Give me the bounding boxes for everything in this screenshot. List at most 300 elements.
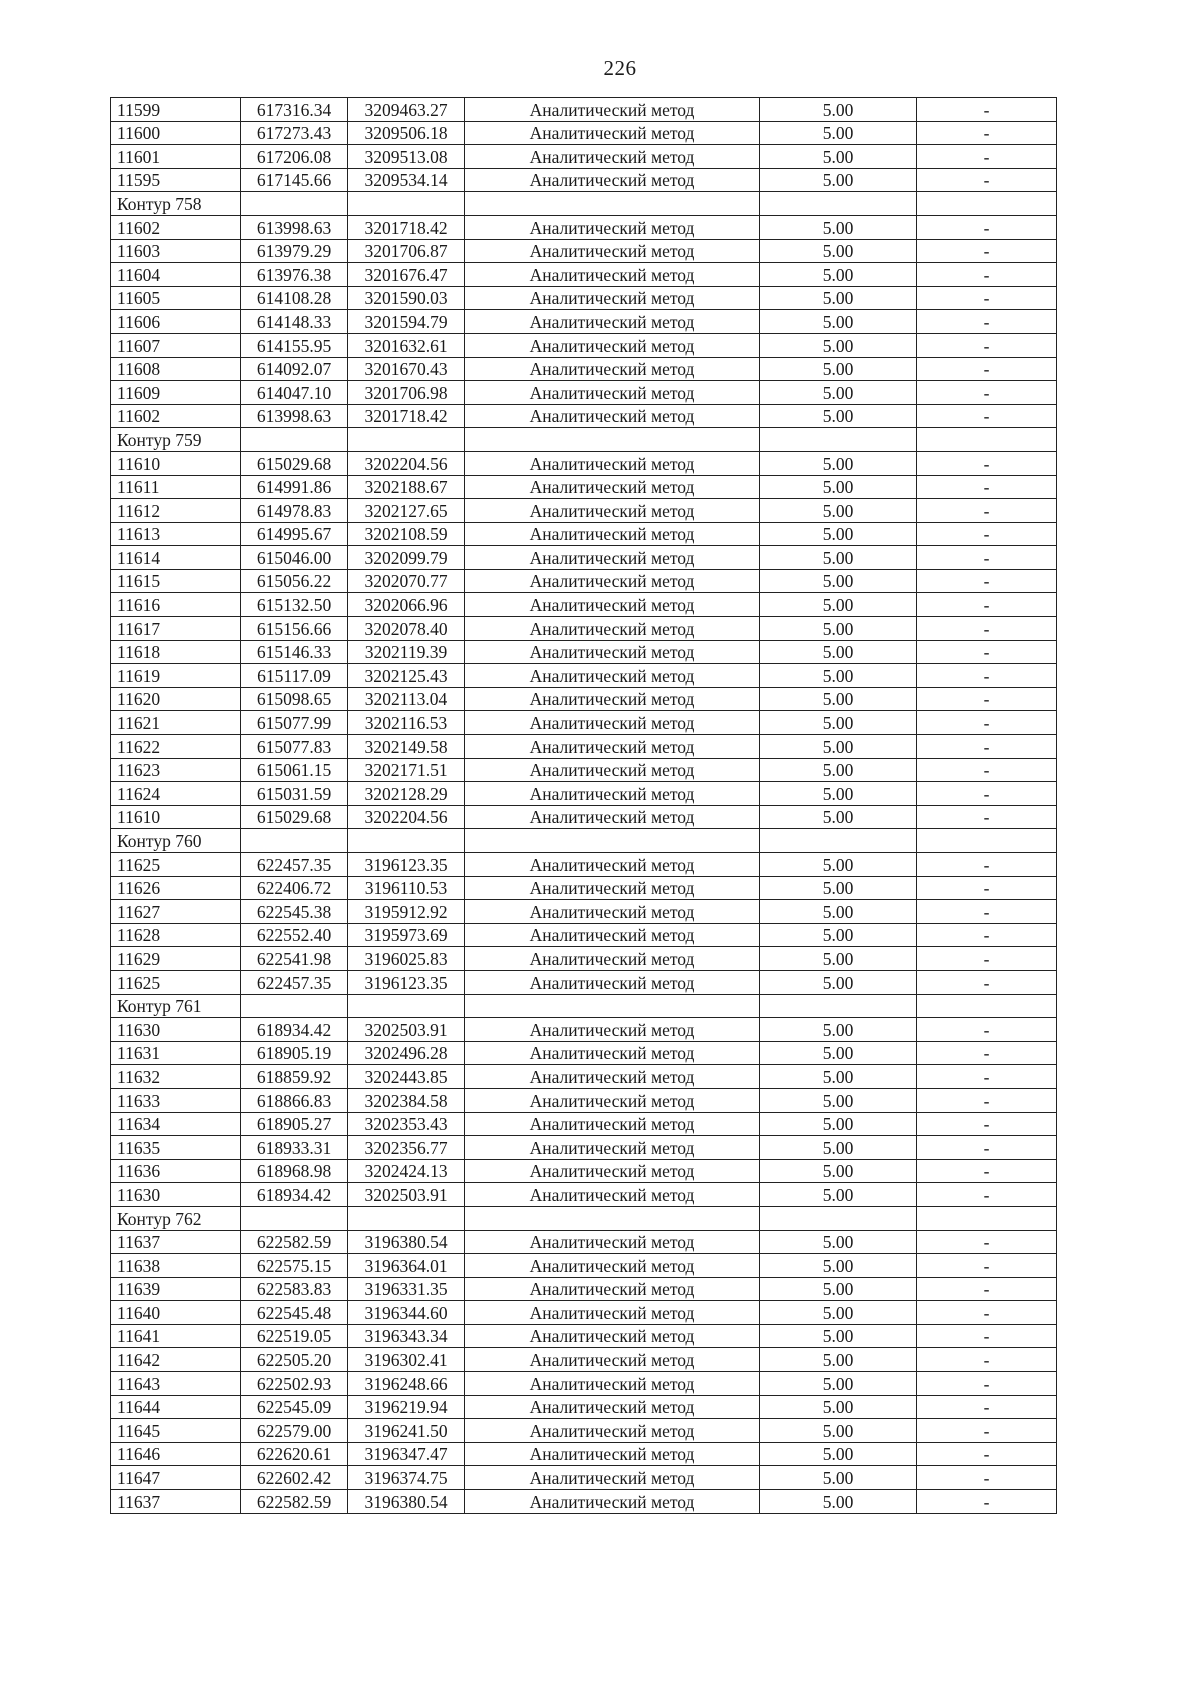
- method-cell: Аналитический метод: [465, 1348, 760, 1372]
- x-coordinate-cell: 617273.43: [241, 121, 348, 145]
- point-id-cell: 11606: [111, 310, 241, 334]
- point-id-cell: 11632: [111, 1065, 241, 1089]
- point-id-cell: 11621: [111, 711, 241, 735]
- table-row: [111, 1183, 1057, 1207]
- note-cell: -: [917, 735, 1057, 759]
- accuracy-cell: 5.00: [760, 1041, 917, 1065]
- y-coordinate-cell: 3202099.79: [348, 546, 465, 570]
- method-cell: Аналитический метод: [465, 1395, 760, 1419]
- x-coordinate-cell: 618866.83: [241, 1088, 348, 1112]
- y-coordinate-cell: 3201718.42: [348, 215, 465, 239]
- note-cell: -: [917, 900, 1057, 924]
- method-cell: Аналитический метод: [465, 1442, 760, 1466]
- accuracy-cell: 5.00: [760, 1442, 917, 1466]
- x-coordinate-cell: 614991.86: [241, 475, 348, 499]
- y-coordinate-cell: 3202127.65: [348, 499, 465, 523]
- accuracy-cell: 5.00: [760, 1183, 917, 1207]
- table-row: [111, 1159, 1057, 1183]
- method-cell: Аналитический метод: [465, 1041, 760, 1065]
- note-cell: -: [917, 853, 1057, 877]
- x-coordinate-cell: 622545.09: [241, 1395, 348, 1419]
- accuracy-cell: 5.00: [760, 1112, 917, 1136]
- point-id-cell: 11636: [111, 1159, 241, 1183]
- accuracy-cell: 5.00: [760, 381, 917, 405]
- method-cell: Аналитический метод: [465, 923, 760, 947]
- method-cell: Аналитический метод: [465, 1230, 760, 1254]
- y-coordinate-cell: 3196344.60: [348, 1301, 465, 1325]
- method-cell: Аналитический метод: [465, 711, 760, 735]
- y-coordinate-cell: 3201706.98: [348, 381, 465, 405]
- method-cell: Аналитический метод: [465, 333, 760, 357]
- y-coordinate-cell: 3202113.04: [348, 687, 465, 711]
- x-coordinate-cell: 622545.38: [241, 900, 348, 924]
- note-cell: -: [917, 664, 1057, 688]
- method-cell: Аналитический метод: [465, 1183, 760, 1207]
- accuracy-cell: 5.00: [760, 687, 917, 711]
- method-cell: Аналитический метод: [465, 569, 760, 593]
- contour-title: Контур 758: [111, 192, 241, 216]
- contour-header-row: [111, 192, 1057, 216]
- table-row: [111, 1442, 1057, 1466]
- accuracy-cell: 5.00: [760, 711, 917, 735]
- accuracy-cell: 5.00: [760, 970, 917, 994]
- y-coordinate-cell: 3202066.96: [348, 593, 465, 617]
- y-coordinate-cell: 3196110.53: [348, 876, 465, 900]
- empty-cell: [241, 192, 348, 216]
- table-row: [111, 522, 1057, 546]
- empty-cell: [348, 428, 465, 452]
- table-row: [111, 853, 1057, 877]
- method-cell: Аналитический метод: [465, 593, 760, 617]
- note-cell: -: [917, 310, 1057, 334]
- empty-cell: [241, 428, 348, 452]
- x-coordinate-cell: 614995.67: [241, 522, 348, 546]
- note-cell: -: [917, 1088, 1057, 1112]
- point-id-cell: 11638: [111, 1254, 241, 1278]
- method-cell: Аналитический метод: [465, 168, 760, 192]
- point-id-cell: 11628: [111, 923, 241, 947]
- point-id-cell: 11630: [111, 1018, 241, 1042]
- point-id-cell: 11631: [111, 1041, 241, 1065]
- note-cell: -: [917, 569, 1057, 593]
- table-row: [111, 876, 1057, 900]
- y-coordinate-cell: 3202128.29: [348, 782, 465, 806]
- table-row: [111, 475, 1057, 499]
- x-coordinate-cell: 618859.92: [241, 1065, 348, 1089]
- y-coordinate-cell: 3201632.61: [348, 333, 465, 357]
- table-row: [111, 98, 1057, 122]
- note-cell: -: [917, 805, 1057, 829]
- y-coordinate-cell: 3202496.28: [348, 1041, 465, 1065]
- y-coordinate-cell: 3196302.41: [348, 1348, 465, 1372]
- x-coordinate-cell: 618905.27: [241, 1112, 348, 1136]
- method-cell: Аналитический метод: [465, 1301, 760, 1325]
- method-cell: Аналитический метод: [465, 145, 760, 169]
- note-cell: -: [917, 970, 1057, 994]
- accuracy-cell: 5.00: [760, 239, 917, 263]
- point-id-cell: 11602: [111, 215, 241, 239]
- table-row: [111, 451, 1057, 475]
- note-cell: -: [917, 333, 1057, 357]
- accuracy-cell: 5.00: [760, 758, 917, 782]
- y-coordinate-cell: 3196331.35: [348, 1277, 465, 1301]
- table-row: [111, 640, 1057, 664]
- table-row: [111, 333, 1057, 357]
- accuracy-cell: 5.00: [760, 1065, 917, 1089]
- empty-cell: [465, 829, 760, 853]
- x-coordinate-cell: 622457.35: [241, 970, 348, 994]
- accuracy-cell: 5.00: [760, 664, 917, 688]
- y-coordinate-cell: 3202171.51: [348, 758, 465, 782]
- x-coordinate-cell: 615077.83: [241, 735, 348, 759]
- y-coordinate-cell: 3201670.43: [348, 357, 465, 381]
- y-coordinate-cell: 3201718.42: [348, 404, 465, 428]
- empty-cell: [917, 994, 1057, 1018]
- accuracy-cell: 5.00: [760, 876, 917, 900]
- x-coordinate-cell: 613998.63: [241, 404, 348, 428]
- point-id-cell: 11639: [111, 1277, 241, 1301]
- method-cell: Аналитический метод: [465, 1254, 760, 1278]
- x-coordinate-cell: 615029.68: [241, 451, 348, 475]
- note-cell: -: [917, 1277, 1057, 1301]
- accuracy-cell: 5.00: [760, 310, 917, 334]
- table-row: [111, 711, 1057, 735]
- accuracy-cell: 5.00: [760, 593, 917, 617]
- table-row: [111, 1277, 1057, 1301]
- point-id-cell: 11641: [111, 1324, 241, 1348]
- x-coordinate-cell: 614092.07: [241, 357, 348, 381]
- table-row: [111, 617, 1057, 641]
- y-coordinate-cell: 3202204.56: [348, 451, 465, 475]
- x-coordinate-cell: 622505.20: [241, 1348, 348, 1372]
- point-id-cell: 11627: [111, 900, 241, 924]
- method-cell: Аналитический метод: [465, 687, 760, 711]
- point-id-cell: 11634: [111, 1112, 241, 1136]
- page-number: 226: [603, 56, 637, 80]
- empty-cell: [465, 428, 760, 452]
- y-coordinate-cell: 3196364.01: [348, 1254, 465, 1278]
- table-row: [111, 1301, 1057, 1325]
- table-row: [111, 145, 1057, 169]
- y-coordinate-cell: 3196374.75: [348, 1466, 465, 1490]
- empty-cell: [348, 192, 465, 216]
- table-row: [111, 1041, 1057, 1065]
- note-cell: -: [917, 923, 1057, 947]
- method-cell: Аналитический метод: [465, 310, 760, 334]
- method-cell: Аналитический метод: [465, 1490, 760, 1514]
- point-id-cell: 11604: [111, 263, 241, 287]
- table-row: [111, 1395, 1057, 1419]
- empty-cell: [241, 994, 348, 1018]
- point-id-cell: 11619: [111, 664, 241, 688]
- x-coordinate-cell: 615117.09: [241, 664, 348, 688]
- table-row: [111, 687, 1057, 711]
- y-coordinate-cell: 3202356.77: [348, 1136, 465, 1160]
- method-cell: Аналитический метод: [465, 499, 760, 523]
- table-row: [111, 569, 1057, 593]
- y-coordinate-cell: 3202119.39: [348, 640, 465, 664]
- table-row: [111, 947, 1057, 971]
- method-cell: Аналитический метод: [465, 1018, 760, 1042]
- accuracy-cell: 5.00: [760, 569, 917, 593]
- y-coordinate-cell: 3202443.85: [348, 1065, 465, 1089]
- x-coordinate-cell: 615156.66: [241, 617, 348, 641]
- x-coordinate-cell: 615146.33: [241, 640, 348, 664]
- table-row: [111, 1088, 1057, 1112]
- point-id-cell: 11622: [111, 735, 241, 759]
- y-coordinate-cell: 3202070.77: [348, 569, 465, 593]
- method-cell: Аналитический метод: [465, 215, 760, 239]
- point-id-cell: 11629: [111, 947, 241, 971]
- y-coordinate-cell: 3196380.54: [348, 1230, 465, 1254]
- method-cell: Аналитический метод: [465, 546, 760, 570]
- point-id-cell: 11611: [111, 475, 241, 499]
- table-row: [111, 310, 1057, 334]
- x-coordinate-cell: 615132.50: [241, 593, 348, 617]
- accuracy-cell: 5.00: [760, 499, 917, 523]
- accuracy-cell: 5.00: [760, 1490, 917, 1514]
- note-cell: -: [917, 1183, 1057, 1207]
- x-coordinate-cell: 622620.61: [241, 1442, 348, 1466]
- note-cell: -: [917, 1348, 1057, 1372]
- method-cell: Аналитический метод: [465, 1088, 760, 1112]
- table-row: [111, 1136, 1057, 1160]
- empty-cell: [348, 829, 465, 853]
- x-coordinate-cell: 613976.38: [241, 263, 348, 287]
- point-id-cell: 11617: [111, 617, 241, 641]
- accuracy-cell: 5.00: [760, 923, 917, 947]
- note-cell: -: [917, 711, 1057, 735]
- empty-cell: [760, 428, 917, 452]
- contour-title: Контур 761: [111, 994, 241, 1018]
- y-coordinate-cell: 3202188.67: [348, 475, 465, 499]
- contour-title: Контур 762: [111, 1206, 241, 1230]
- x-coordinate-cell: 613979.29: [241, 239, 348, 263]
- accuracy-cell: 5.00: [760, 215, 917, 239]
- note-cell: -: [917, 758, 1057, 782]
- accuracy-cell: 5.00: [760, 1018, 917, 1042]
- table-row: [111, 357, 1057, 381]
- method-cell: Аналитический метод: [465, 1112, 760, 1136]
- x-coordinate-cell: 614155.95: [241, 333, 348, 357]
- method-cell: Аналитический метод: [465, 876, 760, 900]
- x-coordinate-cell: 622582.59: [241, 1490, 348, 1514]
- y-coordinate-cell: 3201676.47: [348, 263, 465, 287]
- table-row: [111, 1254, 1057, 1278]
- method-cell: Аналитический метод: [465, 735, 760, 759]
- method-cell: Аналитический метод: [465, 239, 760, 263]
- point-id-cell: 11625: [111, 853, 241, 877]
- empty-cell: [760, 1206, 917, 1230]
- table-row: [111, 546, 1057, 570]
- y-coordinate-cell: 3209534.14: [348, 168, 465, 192]
- point-id-cell: 11612: [111, 499, 241, 523]
- x-coordinate-cell: 622583.83: [241, 1277, 348, 1301]
- y-coordinate-cell: 3201590.03: [348, 286, 465, 310]
- accuracy-cell: 5.00: [760, 475, 917, 499]
- note-cell: -: [917, 451, 1057, 475]
- table-row: [111, 1419, 1057, 1443]
- note-cell: -: [917, 593, 1057, 617]
- empty-cell: [760, 829, 917, 853]
- contour-title: Контур 759: [111, 428, 241, 452]
- point-id-cell: 11620: [111, 687, 241, 711]
- accuracy-cell: 5.00: [760, 1254, 917, 1278]
- table-row: [111, 263, 1057, 287]
- x-coordinate-cell: 622602.42: [241, 1466, 348, 1490]
- method-cell: Аналитический метод: [465, 263, 760, 287]
- point-id-cell: 11626: [111, 876, 241, 900]
- table-row: [111, 1372, 1057, 1396]
- y-coordinate-cell: 3202353.43: [348, 1112, 465, 1136]
- accuracy-cell: 5.00: [760, 451, 917, 475]
- note-cell: -: [917, 168, 1057, 192]
- x-coordinate-cell: 617206.08: [241, 145, 348, 169]
- x-coordinate-cell: 622575.15: [241, 1254, 348, 1278]
- x-coordinate-cell: 614047.10: [241, 381, 348, 405]
- accuracy-cell: 5.00: [760, 1372, 917, 1396]
- x-coordinate-cell: 618934.42: [241, 1183, 348, 1207]
- point-id-cell: 11644: [111, 1395, 241, 1419]
- point-id-cell: 11595: [111, 168, 241, 192]
- table-row: [111, 168, 1057, 192]
- note-cell: -: [917, 145, 1057, 169]
- point-id-cell: 11624: [111, 782, 241, 806]
- table-row: [111, 900, 1057, 924]
- y-coordinate-cell: 3195973.69: [348, 923, 465, 947]
- note-cell: -: [917, 404, 1057, 428]
- note-cell: -: [917, 1490, 1057, 1514]
- x-coordinate-cell: 615031.59: [241, 782, 348, 806]
- table-row: [111, 1466, 1057, 1490]
- note-cell: -: [917, 1324, 1057, 1348]
- note-cell: -: [917, 1112, 1057, 1136]
- point-id-cell: 11605: [111, 286, 241, 310]
- x-coordinate-cell: 618968.98: [241, 1159, 348, 1183]
- method-cell: Аналитический метод: [465, 381, 760, 405]
- table-row: [111, 121, 1057, 145]
- point-id-cell: 11602: [111, 404, 241, 428]
- empty-cell: [917, 192, 1057, 216]
- note-cell: -: [917, 640, 1057, 664]
- contour-header-row: [111, 1206, 1057, 1230]
- method-cell: Аналитический метод: [465, 1419, 760, 1443]
- y-coordinate-cell: 3201706.87: [348, 239, 465, 263]
- accuracy-cell: 5.00: [760, 1230, 917, 1254]
- empty-cell: [241, 1206, 348, 1230]
- accuracy-cell: 5.00: [760, 121, 917, 145]
- note-cell: -: [917, 687, 1057, 711]
- note-cell: -: [917, 1442, 1057, 1466]
- method-cell: Аналитический метод: [465, 617, 760, 641]
- contour-header-row: [111, 829, 1057, 853]
- point-id-cell: 11616: [111, 593, 241, 617]
- table-row: [111, 1348, 1057, 1372]
- contour-header-row: [111, 994, 1057, 1018]
- point-id-cell: 11613: [111, 522, 241, 546]
- y-coordinate-cell: 3196380.54: [348, 1490, 465, 1514]
- y-coordinate-cell: 3196123.35: [348, 853, 465, 877]
- method-cell: Аналитический метод: [465, 1159, 760, 1183]
- method-cell: Аналитический метод: [465, 404, 760, 428]
- y-coordinate-cell: 3195912.92: [348, 900, 465, 924]
- y-coordinate-cell: 3196248.66: [348, 1372, 465, 1396]
- method-cell: Аналитический метод: [465, 1324, 760, 1348]
- note-cell: -: [917, 1301, 1057, 1325]
- point-id-cell: 11614: [111, 546, 241, 570]
- note-cell: -: [917, 1018, 1057, 1042]
- point-id-cell: 11610: [111, 805, 241, 829]
- empty-cell: [241, 829, 348, 853]
- x-coordinate-cell: 615061.15: [241, 758, 348, 782]
- table-row: [111, 404, 1057, 428]
- coordinates-table: [110, 97, 1057, 1514]
- table-row: [111, 1065, 1057, 1089]
- method-cell: Аналитический метод: [465, 900, 760, 924]
- note-cell: -: [917, 782, 1057, 806]
- accuracy-cell: 5.00: [760, 782, 917, 806]
- table-row: [111, 970, 1057, 994]
- point-id-cell: 11635: [111, 1136, 241, 1160]
- accuracy-cell: 5.00: [760, 286, 917, 310]
- accuracy-cell: 5.00: [760, 404, 917, 428]
- point-id-cell: 11603: [111, 239, 241, 263]
- accuracy-cell: 5.00: [760, 546, 917, 570]
- note-cell: -: [917, 499, 1057, 523]
- accuracy-cell: 5.00: [760, 853, 917, 877]
- empty-cell: [348, 1206, 465, 1230]
- x-coordinate-cell: 614108.28: [241, 286, 348, 310]
- accuracy-cell: 5.00: [760, 947, 917, 971]
- table-row: [111, 805, 1057, 829]
- accuracy-cell: 5.00: [760, 805, 917, 829]
- y-coordinate-cell: 3196123.35: [348, 970, 465, 994]
- x-coordinate-cell: 622579.00: [241, 1419, 348, 1443]
- accuracy-cell: 5.00: [760, 735, 917, 759]
- accuracy-cell: 5.00: [760, 1159, 917, 1183]
- accuracy-cell: 5.00: [760, 1395, 917, 1419]
- y-coordinate-cell: 3201594.79: [348, 310, 465, 334]
- table-row: [111, 239, 1057, 263]
- table-row: [111, 1324, 1057, 1348]
- method-cell: Аналитический метод: [465, 475, 760, 499]
- method-cell: Аналитический метод: [465, 1065, 760, 1089]
- x-coordinate-cell: 622582.59: [241, 1230, 348, 1254]
- y-coordinate-cell: 3202204.56: [348, 805, 465, 829]
- point-id-cell: 11609: [111, 381, 241, 405]
- note-cell: -: [917, 98, 1057, 122]
- note-cell: -: [917, 121, 1057, 145]
- table-row: [111, 1018, 1057, 1042]
- note-cell: -: [917, 381, 1057, 405]
- contour-header-row: [111, 428, 1057, 452]
- note-cell: -: [917, 1065, 1057, 1089]
- table-row: [111, 1112, 1057, 1136]
- x-coordinate-cell: 615029.68: [241, 805, 348, 829]
- empty-cell: [760, 994, 917, 1018]
- accuracy-cell: 5.00: [760, 98, 917, 122]
- y-coordinate-cell: 3202503.91: [348, 1183, 465, 1207]
- table-row: [111, 1230, 1057, 1254]
- method-cell: Аналитический метод: [465, 98, 760, 122]
- point-id-cell: 11610: [111, 451, 241, 475]
- x-coordinate-cell: 622457.35: [241, 853, 348, 877]
- y-coordinate-cell: 3209506.18: [348, 121, 465, 145]
- method-cell: Аналитический метод: [465, 1136, 760, 1160]
- coordinates-table-body: [111, 98, 1057, 1514]
- table-row: [111, 593, 1057, 617]
- note-cell: -: [917, 617, 1057, 641]
